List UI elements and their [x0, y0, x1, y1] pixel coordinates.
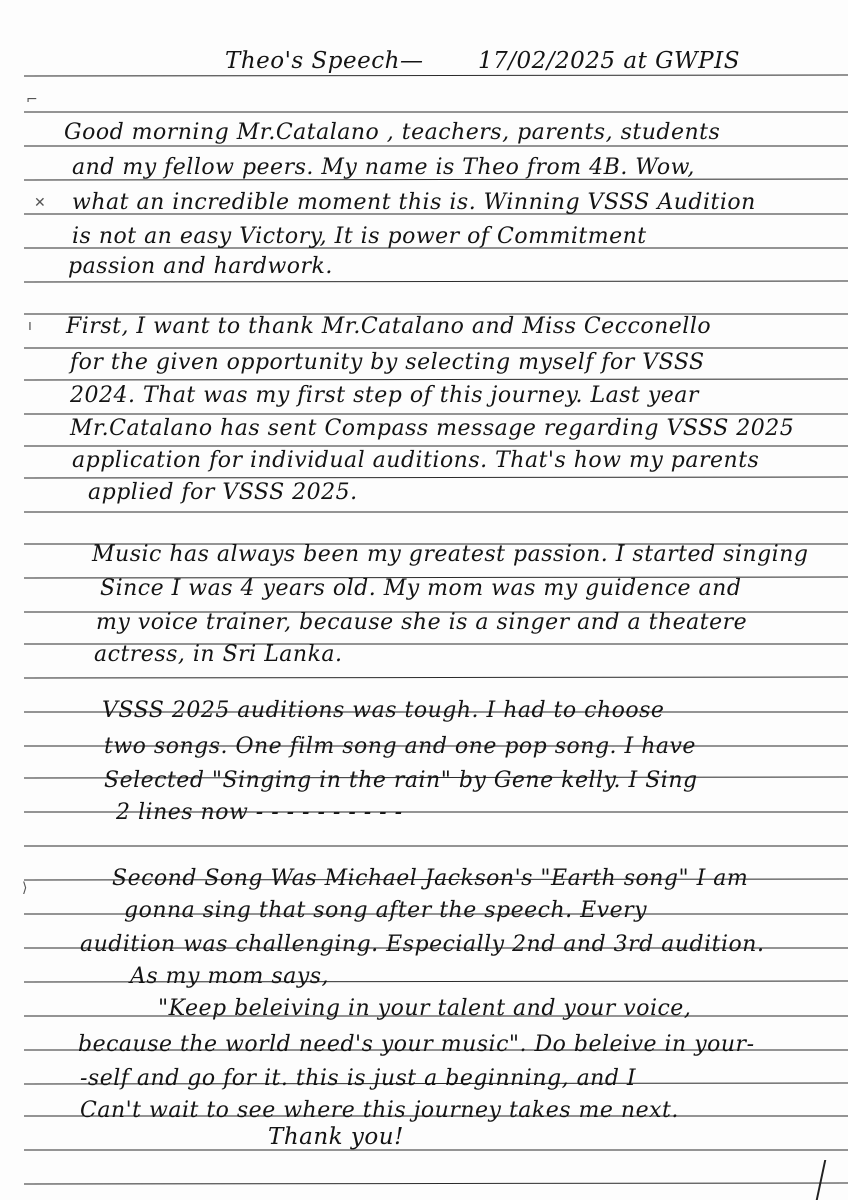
- paragraph-2-line-2: for the given opportunity by selecting myself for VSSS: [70, 350, 705, 375]
- paragraph-5-line-8: Can't wait to see where this journey takes me next.: [80, 1098, 679, 1123]
- paragraph-1-line-1: Good morning Mr.Catalano , teachers, parents, students: [64, 120, 721, 145]
- paragraph-3-line-1: Music has always been my greatest passion. I started singing: [92, 542, 809, 567]
- paragraph-3-line-2: Since I was 4 years old. My mom was my guidence and: [100, 576, 742, 601]
- margin-mark: ✕: [34, 195, 46, 211]
- paragraph-5-line-3: audition was challenging. Especially 2nd and 3rd audition.: [80, 932, 765, 957]
- paragraph-1-line-2: and my fellow peers. My name is Theo from 4B. Wow,: [72, 155, 695, 180]
- paragraph-3-line-3: my voice trainer, because she is a singer and a theatere: [96, 610, 748, 635]
- paragraph-5-line-1: Second Song Was Michael Jackson's "Earth song" I am: [112, 866, 749, 891]
- ruled-line: [24, 75, 848, 76]
- paragraph-5-line-5: "Keep beleiving in your talent and your voice,: [158, 996, 692, 1021]
- speech-date: 17/02/2025 at GWPIS: [478, 48, 740, 74]
- paragraph-2-line-1: First, I want to thank Mr.Catalano and Miss Cecconello: [66, 314, 712, 339]
- ruled-line: [24, 677, 848, 678]
- paragraph-5-line-2: gonna sing that song after the speech. Every: [124, 898, 648, 923]
- margin-mark: ı: [28, 318, 32, 334]
- paragraph-4-line-1: VSSS 2025 auditions was tough. I had to choose: [102, 698, 665, 723]
- paragraph-1-line-3: what an incredible moment this is. Winning VSSS Audition: [72, 190, 756, 215]
- margin-mark: ⌐: [26, 92, 38, 108]
- paragraph-3-line-4: actress, in Sri Lanka.: [94, 642, 343, 667]
- ruled-line: [24, 281, 848, 282]
- paragraph-2-line-4: Mr.Catalano has sent Compass message regarding VSSS 2025: [70, 416, 795, 441]
- paragraph-4-line-3: Selected "Singing in the rain" by Gene kelly. I Sing: [104, 768, 698, 793]
- paragraph-2-line-3: 2024. That was my first step of this journey. Last year: [70, 383, 699, 408]
- paragraph-4-line-2: two songs. One film song and one pop song. I have: [104, 734, 696, 759]
- paragraph-1-line-4: is not an easy Victory, It is power of Commitment: [72, 224, 647, 249]
- ruled-line: [24, 477, 848, 478]
- paragraph-2-line-6: applied for VSSS 2025.: [88, 480, 358, 505]
- paragraph-4-line-4: 2 lines now - - - - - - - - - -: [116, 800, 403, 825]
- paragraph-5-line-6: because the world need's your music". Do beleive in your-: [78, 1032, 755, 1057]
- signoff: Thank you!: [268, 1124, 404, 1150]
- paragraph-1-line-5: passion and hardwork.: [68, 254, 333, 279]
- ruled-line: [24, 1183, 848, 1184]
- margin-mark: ⟩: [22, 880, 28, 896]
- paragraph-5-line-7: -self and go for it. this is just a beginning, and I: [80, 1066, 637, 1091]
- speech-title: Theo's Speech—: [225, 48, 424, 74]
- paragraph-2-line-5: application for individual auditions. That's how my parents: [72, 448, 760, 473]
- ruled-line: [24, 379, 848, 380]
- paragraph-5-line-4: As my mom says,: [130, 964, 330, 989]
